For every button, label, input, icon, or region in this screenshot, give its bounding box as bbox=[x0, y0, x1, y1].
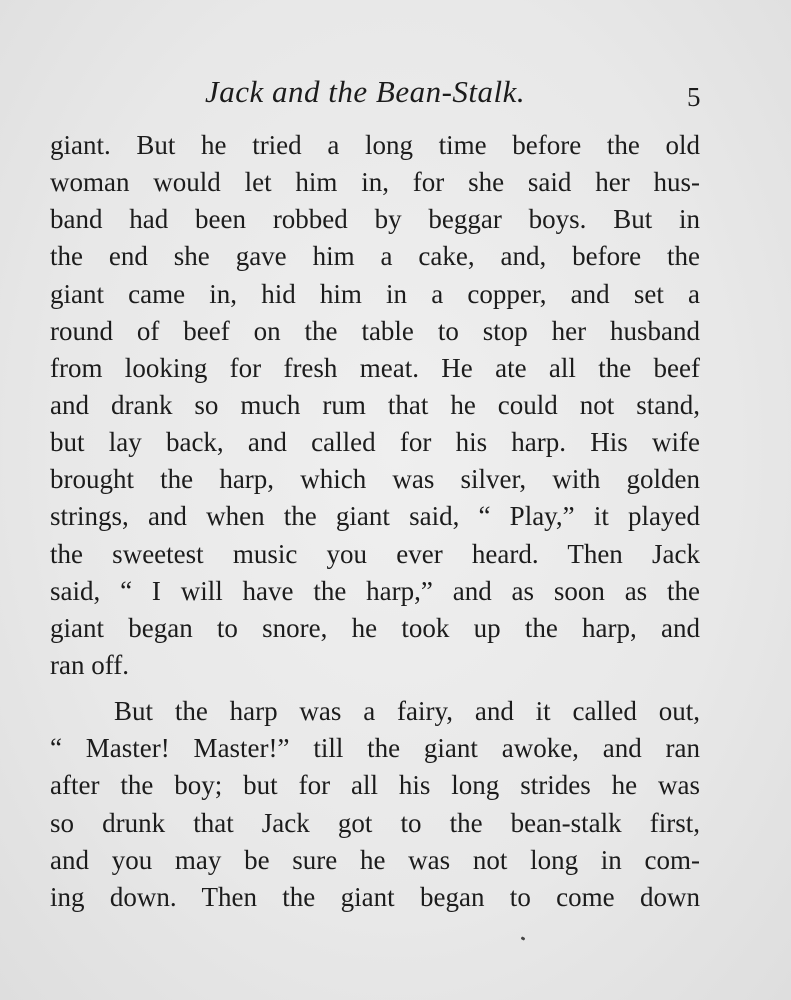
text-line: ran off. bbox=[50, 649, 129, 680]
paragraph-gap bbox=[50, 684, 700, 693]
text-line: but lay back, and called for his harp. His wife bbox=[50, 427, 700, 458]
paragraph-2 bbox=[50, 693, 700, 916]
text-line: woman would let him in, for she said her hus- bbox=[50, 167, 700, 198]
text-line: and drank so much rum that he could not stand, bbox=[50, 389, 700, 420]
text-line: But the harp was a fairy, and it called out, bbox=[114, 696, 700, 727]
text-line: strings, and when the giant said, “ Play,” it played bbox=[50, 501, 700, 532]
ink-speck bbox=[521, 936, 526, 941]
text-line: so drunk that Jack got to the bean-stalk first, bbox=[50, 807, 700, 838]
text-line: “ Master! Master!” till the giant awoke, and ran bbox=[50, 733, 700, 764]
text-line: said, “ I will have the harp,” and as soon as the bbox=[50, 575, 700, 606]
text-line: from looking for fresh meat. He ate all the beef bbox=[50, 352, 700, 383]
text-line: round of beef on the table to stop her husband bbox=[50, 315, 700, 346]
body-text bbox=[50, 127, 700, 916]
text-line: the sweetest music you ever heard. Then Jack bbox=[50, 538, 700, 569]
paragraph-1 bbox=[50, 127, 700, 684]
page-number: 5 bbox=[687, 82, 701, 112]
text-line: giant. But he tried a long time before the old bbox=[50, 130, 700, 160]
text-line: brought the harp, which was silver, with golden bbox=[50, 464, 700, 495]
text-line: ing down. Then the giant began to come down bbox=[50, 881, 700, 912]
text-line: giant came in, hid him in a copper, and set a bbox=[50, 278, 700, 309]
text-line: the end she gave him a cake, and, before the bbox=[50, 241, 700, 272]
text-line: band had been robbed by beggar boys. But in bbox=[50, 204, 700, 235]
text-line: giant began to snore, he took up the harp, and bbox=[50, 612, 700, 643]
running-title: Jack and the Bean-Stalk. bbox=[205, 74, 526, 109]
text-line: and you may be sure he was not long in com- bbox=[50, 844, 700, 875]
text-line: after the boy; but for all his long strides he was bbox=[50, 770, 700, 801]
page-header bbox=[0, 74, 791, 118]
